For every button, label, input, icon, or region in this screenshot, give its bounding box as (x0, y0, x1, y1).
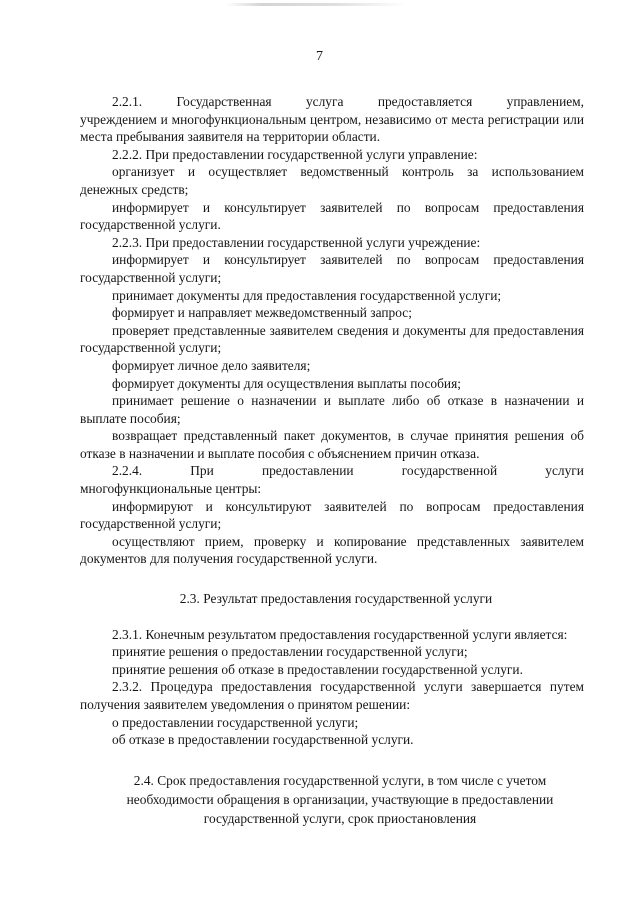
list-item-request: формирует и направляет межведомственный запрос; (112, 305, 412, 321)
document-body (80, 93, 584, 828)
list-item-control: организует и осуществляет ведомственный контроль за использованием денежных средств; (80, 164, 584, 197)
section-heading-2-3: 2.3. Результат предоставления государственной услуги (179, 591, 493, 607)
scan-artifact (226, 3, 406, 6)
list-item-inform-consult: информирует и консультирует заявителей по вопросам предоставления государственной услуги; (80, 252, 584, 285)
page-number: 7 (316, 49, 323, 64)
spacer (80, 568, 584, 590)
word: предоставлении (261, 463, 354, 479)
paragraph-2-2-3: 2.2.3. При предоставлении государственной услуги учреждение: (112, 234, 481, 250)
spacer (80, 749, 584, 771)
list-item-return-docs: возвращает представленный пакет документов, в случае принятия решения об отказе в назначении и выплате пособия с объяснением причин отказа. (80, 428, 584, 461)
paragraph-2-2-4-line1 (80, 462, 584, 480)
list-item-mfc-inform: информируют и консультируют заявителей по вопросам предоставления государственной услуги; (80, 498, 584, 532)
list-item-payment-docs: формирует документы для осуществления выплаты пособия; (112, 375, 461, 391)
paragraph-2-2-1-line1: 2.2.1. Государственная услуга предоставляется управлением, (112, 94, 584, 109)
list-item-inform: информирует и консультирует заявителей по вопросам предоставления государственной услуги. (80, 199, 584, 233)
list-item-result-grant: принятие решения о предоставлении государственной услуги; (112, 644, 468, 660)
list-item-personal-file: формирует личное дело заявителя; (112, 357, 311, 373)
paragraph-2-3-1: 2.3.1. Конечным результатом предоставления государственной услуги является: (112, 626, 568, 642)
word: услуги (545, 463, 584, 479)
list-item-accept-docs: принимает документы для предоставления государственной услуги; (112, 287, 502, 303)
word: 2.2.4. (112, 463, 143, 479)
paragraph-2-2-1-continued: учреждением и многофункциональным центром, независимо от места регистрации или места пребывания заявителя на территории области. (80, 111, 584, 145)
list-item-result-refuse: принятие решения об отказе в предоставлении государственной услуги. (112, 661, 523, 677)
paragraph-2-3-2: 2.3.2. Процедура предоставления государственной услуги завершается путем получения заявителем уведомления о принятом решении: (80, 679, 584, 712)
word: государственной (401, 463, 498, 479)
section-heading-2-4: 2.4. Срок предоставления государственной услуги, в том числе с учетом необходимости обращения в организации, участвующие в предоставлении государственной услуги, срок приостановления (126, 772, 554, 826)
list-item-mfc-accept: осуществляют прием, проверку и копирование представленных заявителем документов для получения государственной услуги. (80, 533, 584, 567)
paragraph-2-2-2: 2.2.2. При предоставлении государственной услуги управление: (112, 146, 478, 162)
paragraph-2-2-4-continued: многофункциональные центры: (80, 481, 262, 497)
list-item-notify-refuse: об отказе в предоставлении государственной услуги. (112, 732, 414, 748)
list-item-notify-grant: о предоставлении государственной услуги; (112, 714, 359, 730)
list-item-verify: проверяет представленные заявителем сведения и документы для предоставления государственной услуги; (80, 322, 584, 356)
word: При (190, 463, 214, 479)
spacer (80, 608, 584, 626)
list-item-decision: принимает решение о назначении и выплате либо об отказе в назначении и выплате пособия; (80, 393, 584, 426)
